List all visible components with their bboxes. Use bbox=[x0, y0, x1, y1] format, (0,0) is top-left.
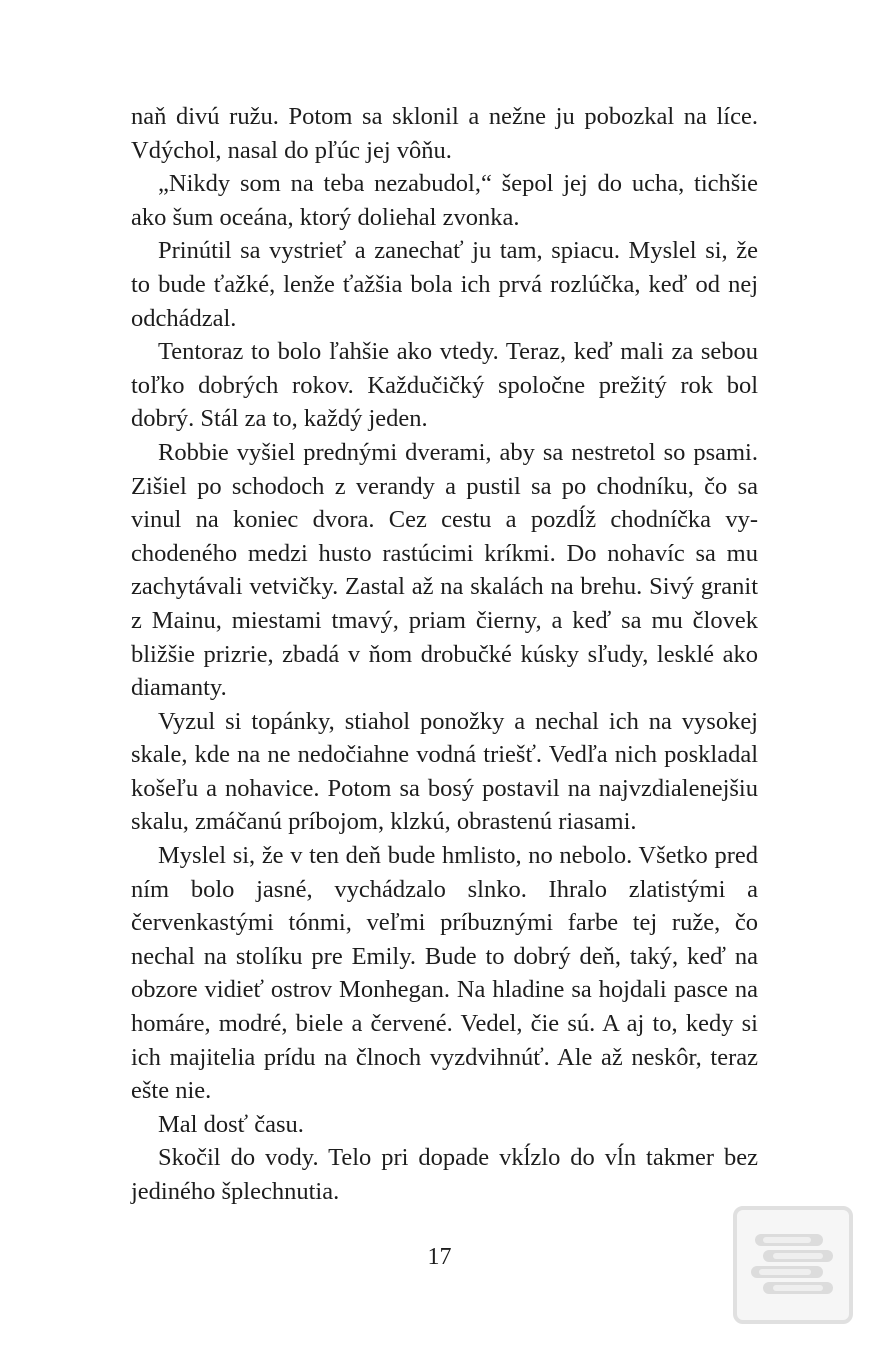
page-number: 17 bbox=[427, 1244, 452, 1270]
paragraph-7: Myslel si, že v ten deň bude hmlisto, no nebolo. Všetko pred ním bolo jasné, vychádzalo slnko. Ihralo zlatistými a červenkastými tónmi, veľmi príbuznými farbe tej ruže, čo nechal na stolíku pre Emily. Bude to dobrý deň, taký, keď na obzore vidieť ostrov Monhegan. Na hladine sa hojdali pasce na homáre, modré, biele a červené. Vedel, čie sú. A aj to, kedy si ich majitelia prídu na člnoch vyzdvihnúť. Ale až neskôr, teraz ešte nie. bbox=[131, 842, 758, 1105]
book-stack-icon bbox=[733, 1206, 853, 1324]
paragraph-9: Skočil do vody. Telo pri dopade vkĺzlo do vĺn takmer bez jediného šplechnutia. bbox=[131, 1144, 758, 1205]
paragraph-2: „Nikdy som na teba nezabudol,“ šepol jej do ucha, tichšie ako šum oceána, ktorý doliehal zvonka. bbox=[131, 170, 758, 231]
paragraph-3: Prinútil sa vystrieť a zanechať ju tam, spiacu. Myslel si, že to bude ťažké, lenže ťažšia bola ich prvá rozlúčka, keď od nej odchádzal. bbox=[131, 237, 758, 332]
paragraph-6: Vyzul si topánky, stiahol ponožky a nechal ich na vysokej skale, kde na ne nedočiahne vodná triešť. Vedľa nich poskladal košeľu a nohavice. Potom sa bosý postavil na najvzdialenejšiu skalu, zmáčanú príbojom, klzkú, obrastenú riasami. bbox=[131, 707, 758, 836]
paragraph-8: Mal dosť času. bbox=[158, 1110, 304, 1138]
paragraph-4: Tentoraz to bolo ľahšie ako vtedy. Teraz, keď mali za sebou toľko dobrých rokov. Každučičký spoločne prežitý rok bol dobrý. Stál za to, každý jeden. bbox=[131, 338, 758, 433]
paragraph-5: Robbie vyšiel prednými dverami, aby sa nestretol so psami. Zišiel po schodoch z verandy a pustil sa po chodníku, čo sa vinul na koniec dvora. Cez cestu a pozdĺž chodníčka vychodeného medzi husto rastúcimi kríkmi. Do nohavíc sa mu zachytávali vetvičky. Zastal až na skalách na brehu. Sivý granit z Mainu, miestami tmavý, priam čierny, a keď sa mu človek bližšie prizrie, zbadá v ňom drobučké kúsky sľudy, lesklé ako diamanty. bbox=[131, 438, 758, 702]
body-text bbox=[131, 100, 758, 1209]
paragraph-1: naň divú ružu. Potom sa sklonil a nežne ju pobozkal na líce. Vdýchol, nasal do pľúc jej vôňu. bbox=[131, 103, 758, 164]
